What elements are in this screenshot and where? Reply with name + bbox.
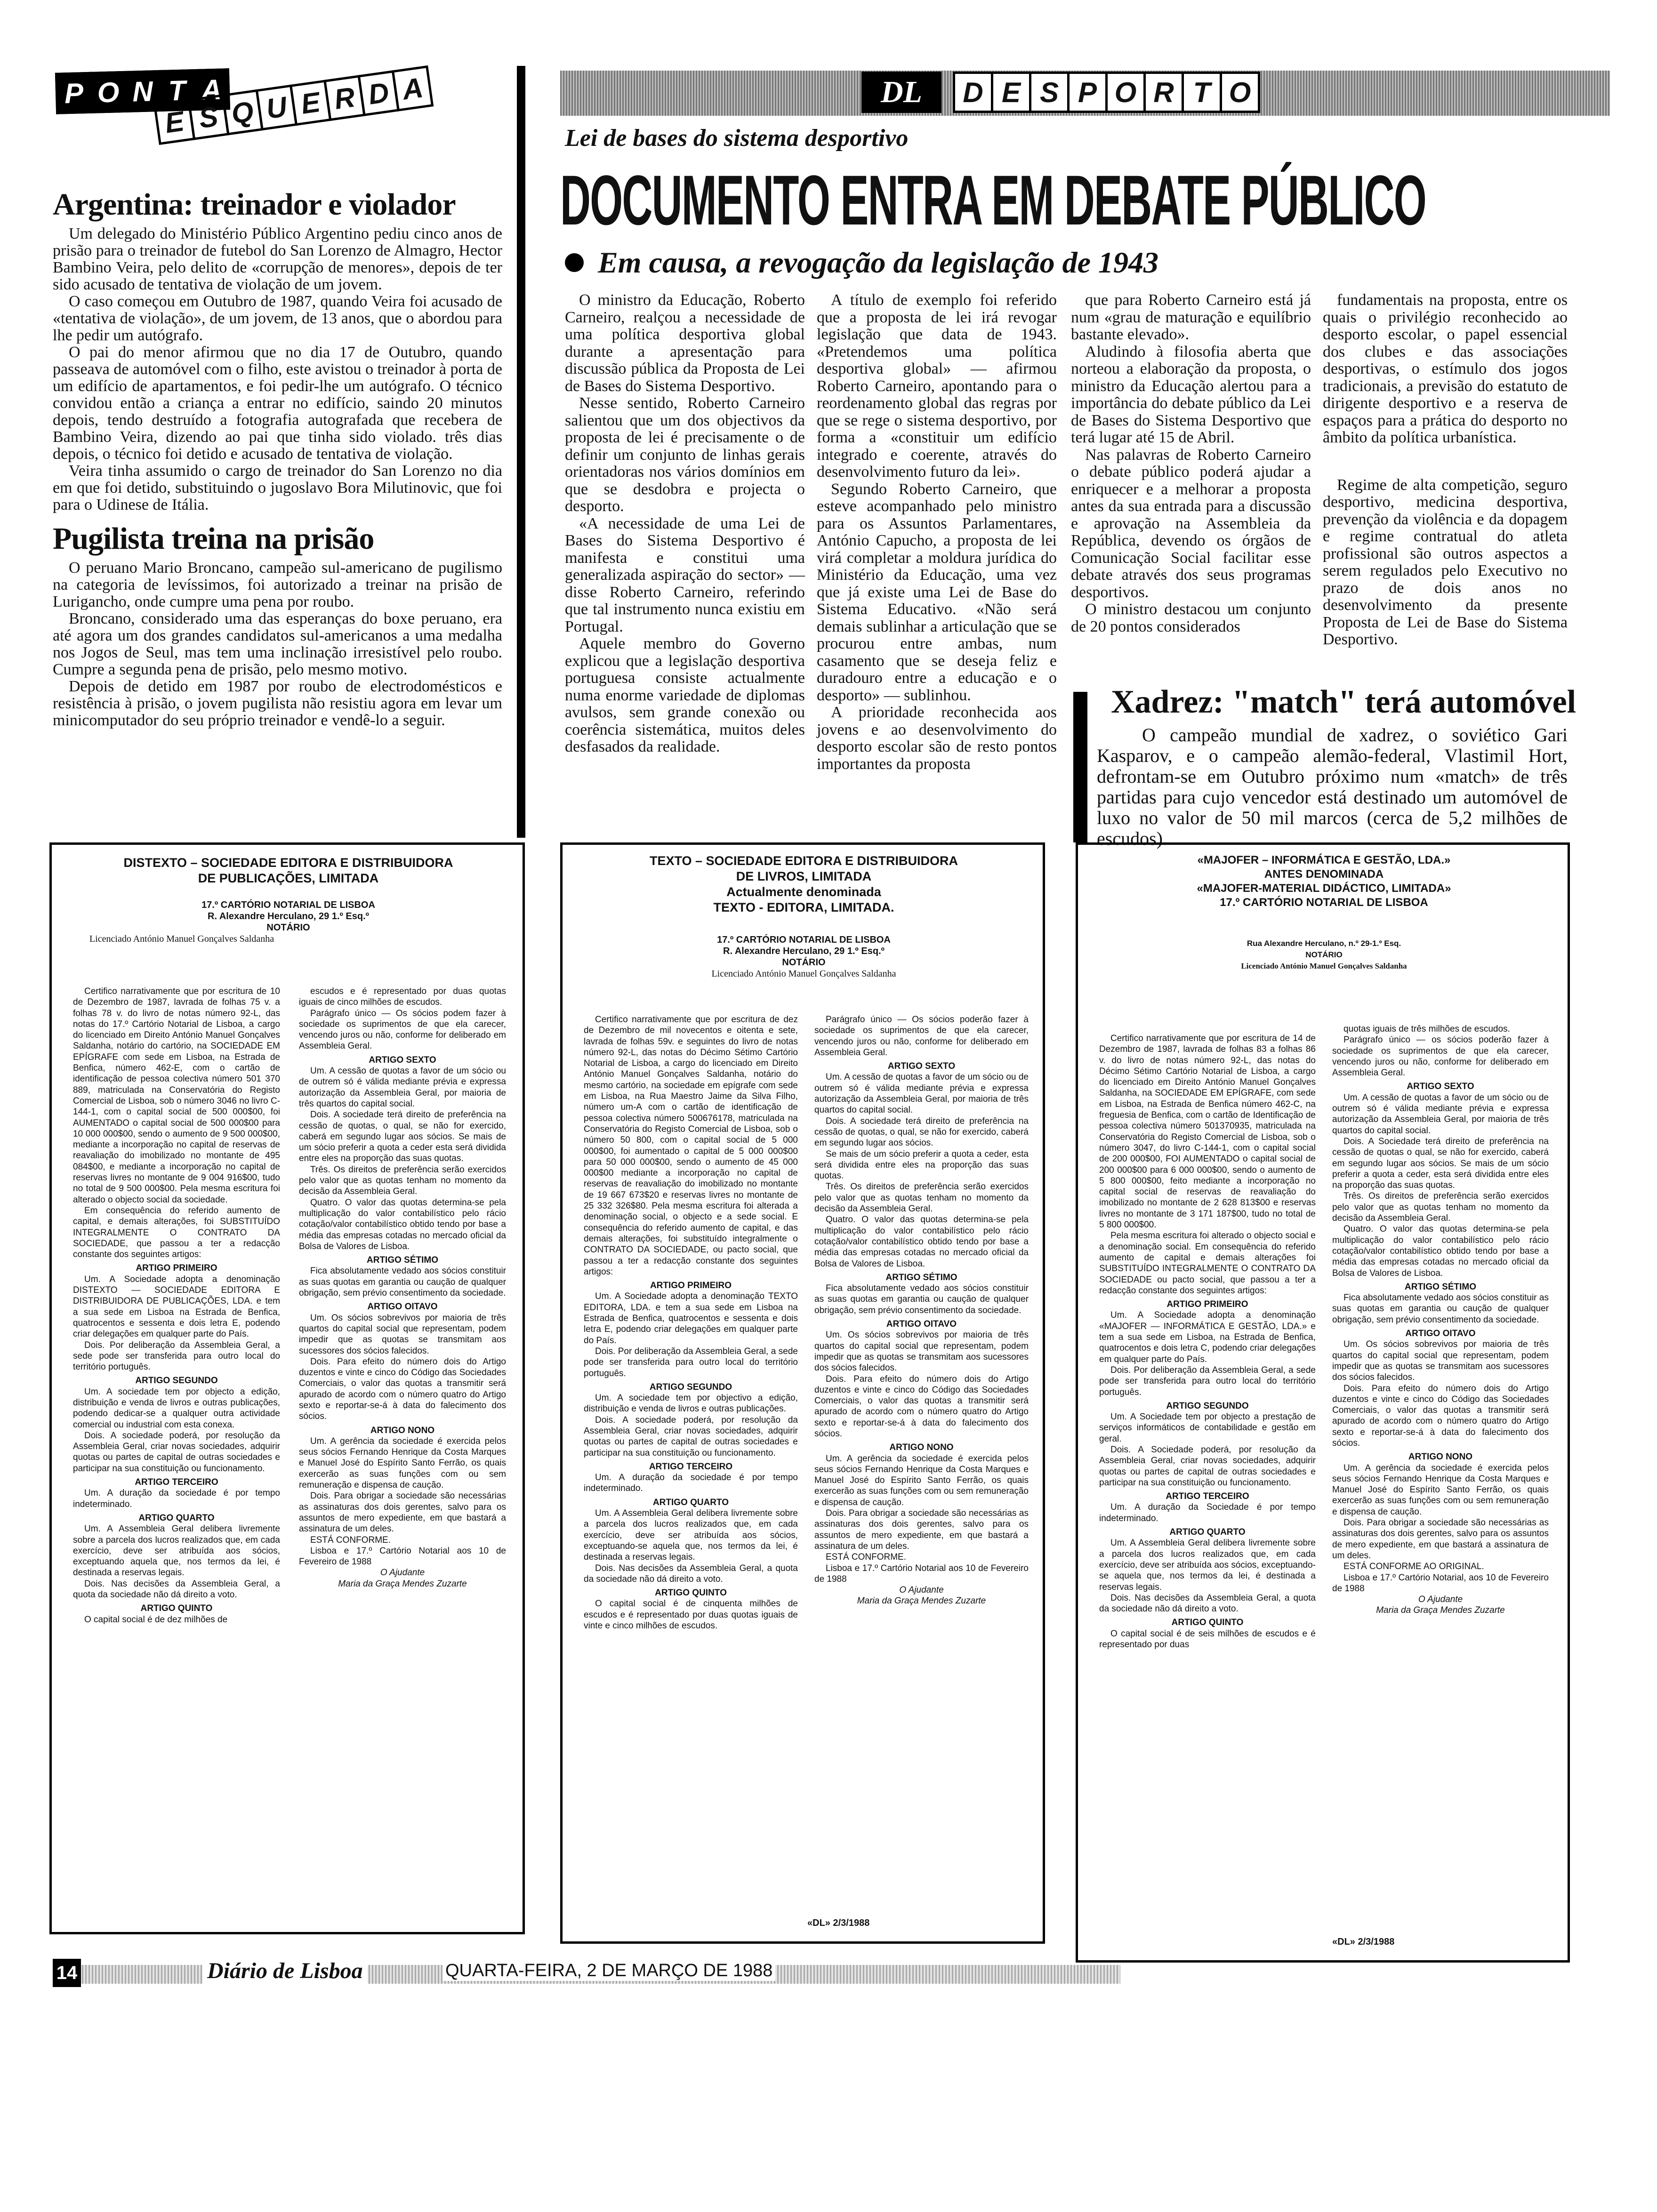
logo-letter: E: [290, 80, 331, 126]
legal-notice-majofer: [1076, 842, 1570, 1963]
notary-label: NOTÁRIO: [1305, 950, 1343, 959]
notary-office: 17.º CARTÓRIO NOTARIAL DE LISBOA: [201, 900, 375, 910]
notice-paragraph: Quatro. O valor das quotas determina-se pela multiplicação do valor contabilístico pelo rácio cotação/valor contabilístico obtido tendo por base a média das empresas cotadas no mercado oficial da Bolsa de Valores de Lisboa.: [814, 1215, 1029, 1269]
story-kicker: Lei de bases do sistema desportivo: [565, 125, 909, 152]
notice-paragraph: Dois. Para obrigar a sociedade são necessárias as assinaturas dos dois gerentes, salvo para os assuntos de mero expediente, em que bastará a assinatura de um deles.: [814, 1508, 1029, 1551]
notice-paragraph: Um. A Sociedade adopta a denominação «MAJOFER — INFORMÁTICA E GESTÃO, LDA.» e tem a sua sede em Lisboa, na Estrada de Benfica, quatrocentos e dois letra C, podendo criar delegações em qualquer parte do País.: [1099, 1310, 1316, 1364]
notice-header: [1087, 853, 1560, 972]
notice-paragraph: Fica absolutamente vedado aos sócios constituir as suas quotas em garantia ou caução de qualquer obrigação, sem prévio consentimento da sociedade.: [299, 1266, 506, 1298]
notice-paragraph: Certifico narrativamente que por escritura de dez de Dezembro de mil novecentos e oitenta e sete, lavrada de folhas 59v. e seguintes do livro de notas número 92-L, das notas do Décimo Sétimo Cartório Notarial de Lisboa, a cargo do licenciado em Direito António Manuel Gonçalves Saldanha, notário do mesmo cartório, na sociedade em epígrafe com sede em Lisboa, na Rua Maestro Jaime da Silva Filho, número um-A com o cartão de identificação de pessoa colectiva número 500676178, matriculada na Conservatória do Registo Comercial de Lisboa, sob o número 50 800, com o capital social de 5 000 000$00, foi aumentado o capital de 5 000 000$00 para 50 000 000$00, sendo o aumento de 45 000 000$00 mediante a incorporação no capital de reservas de reavaliação do imobilizado no montante de 19 667 673$20 e reservas livres no montante de 25 332 326$80. Pela mesma escritura foi alterada a denominação social, o objecto e a sede social. E consequência do referido aumento de capital, e das demais alterações, foi substituído integralmente o CONTRATO DA SOCIEDADE, ou pacto social, que passou a ter a redacção constante dos seguintes artigos:: [584, 1015, 798, 1277]
notice-paragraph: Um. Os sócios sobrevivos por maioria de três quartos do capital social que representam, podem impedir que as quotas se transmitam aos sucessores dos sócios falecidos.: [814, 1330, 1029, 1373]
article-heading: ARTIGO PRIMEIRO: [136, 1263, 217, 1274]
notice-paragraph: Lisboa e 17.º Cartório Notarial aos 10 de Fevereiro de 1988: [299, 1546, 506, 1567]
notice-paragraph: Dois. Nas decisões da Assembleia Geral, a quota da sociedade não dá direito a voto.: [73, 1579, 280, 1600]
notice-paragraph: Dois. A sociedade poderá, por resolução da Assembleia Geral, criar novas sociedades, adquirir quotas ou partes de capital de outras sociedades e participar na sua constituição ou funcionamento.: [584, 1415, 798, 1458]
article-heading: ARTIGO QUARTO: [652, 1497, 729, 1507]
paragraph: Regime de alta competição, seguro desportivo, medicina desportiva, prevenção da violência e da dopagem e regime contratual do atleta profissional são outros aspectos a serem regulados pelo Executivo no prazo de dois anos no desenvolvimento da presente Proposta de Lei de Base do Sistema Desportivo.: [1323, 476, 1568, 648]
logo-letter: A: [193, 68, 230, 111]
logo-letter: A: [392, 65, 434, 112]
legal-notice-distexto: [49, 842, 525, 1934]
logo-letter: P: [55, 72, 93, 114]
notice-paragraph: Pela mesma escritura foi alterado o objecto social e a denominação social. Em consequência do referido aumento de capital e demais alterações foi SUBSTITUÍDO INTEGRALMENTE O CONTRATO DA SOCIEDADE ou pacto social, que passou a ter a redacção constante dos seguintes artigos:: [1099, 1231, 1316, 1296]
notice-paragraph: Um. A cessão de quotas a favor de um sócio ou de outrem só é válida mediante prévia e expressa autorização da Assembleia Geral, por maioria de três quartos do capital social.: [299, 1066, 506, 1109]
paragraph: Segundo Roberto Carneiro, que esteve acompanhado pelo ministro para os Assuntos Parlamentares, António Capucho, a proposta de lei virá completar a moldura jurídica do Ministério da Educação, uma vez que já existe uma Lei de Base do Sistema Educativo. «Não será demais sublinhar a articulação que se procurou entre ambas, num casamento que se deseja feliz e duradouro entre a educação e o desporto» — sublinhou.: [817, 480, 1057, 704]
notice-paragraph: Três. Os direitos de preferência serão exercidos pelo valor que as quotas tenham no momento da decisão da Assembleia Geral.: [299, 1164, 506, 1197]
paragraph: O campeão mundial de xadrez, o soviético Gari Kasparov, e o campeão alemão-federal, Vlastimil Hort, defrontam-se em Outubro próximo num «match» de três partidas para cujo vencedor está destinado um automóvel de luxo no valor de 50 mil marcos (cerca de 5,2 milhões de escudos).: [1097, 724, 1568, 849]
notice-title: TEXTO – SOCIEDADE EDITORA E DISTRIBUIDORA: [649, 854, 958, 868]
notice-paragraph: Dois. Para efeito do número dois do Artigo duzentos e vinte e cinco do Código das Sociedades Comerciais, o valor das quotas a transmitir será apurado de acordo com o número quatro do Artigo sexto e reportar-se-á à data do falecimento dos sócios.: [814, 1374, 1029, 1439]
logo-letter: S: [187, 94, 229, 140]
notary-office: 17.º CARTÓRIO NOTARIAL DE LISBOA: [717, 935, 891, 945]
article-heading: ARTIGO SEGUNDO: [135, 1376, 218, 1386]
logo-letter: O: [89, 71, 127, 113]
notice-paragraph: Dois. Por deliberação da Assembleia Geral, a sede pode ser transferida para outro local do território português.: [1099, 1365, 1316, 1397]
notice-paragraph: Fica absolutamente vedado aos sócios constituir as suas quotas em garantia ou caução de qualquer obrigação, sem prévio consentimento da sociedade.: [1332, 1293, 1549, 1325]
paragraph: O peruano Mario Broncano, campeão sul-americano de pugilismo na categoria de levíssimos, foi autorizado a treinar na prisão de Lurigancho, onde cumpre uma pena por roubo.: [53, 559, 502, 610]
notice-paragraph: O capital social é de cinquenta milhões de escudos e é representado por duas quotas iguais de vinte e cinco milhões de escudos.: [584, 1599, 798, 1631]
paragraph: O ministro da Educação, Roberto Carneiro, realçou a necessidade de uma política desportiva global durante a apresentação para discussão pública da Proposta de Lei de Bases do Sistema Desportivo.: [565, 291, 805, 395]
section-letter: E: [991, 72, 1031, 113]
notice-paragraph: Um. A sociedade tem por objecto a edição, distribuição e venda de livros e outras publicações, podendo dedicar-se a qualquer outra actividade comercial ou industrial com esta conexa.: [73, 1387, 280, 1430]
signature-line: O Ajudante: [380, 1568, 425, 1578]
notice-paragraph: Dois. A Sociedade poderá, por resolução da Assembleia Geral, criar novas sociedades, adquirir quotas ou partes de capital de outras sociedades e participar na sua constituição ou funcionamento.: [1099, 1444, 1316, 1488]
article-heading: ARTIGO QUINTO: [1171, 1618, 1244, 1628]
notary-licensee: Licenciado António Manuel Gonçalves Saldanha: [711, 969, 896, 979]
masthead: Diário de Lisboa: [202, 1958, 368, 1984]
notice-paragraph: Lisboa e 17.º Cartório Notarial aos 10 de Fevereiro de 1988: [814, 1563, 1029, 1584]
signature-line: O Ajudante: [1418, 1595, 1463, 1605]
article-heading: ARTIGO NONO: [1408, 1452, 1473, 1462]
chess-article: [1097, 725, 1568, 849]
article-argentina: [53, 225, 502, 513]
signature-line: O Ajudante: [899, 1585, 944, 1595]
notice-paragraph: Fica absolutamente vedado aos sócios constituir as suas quotas em garantia ou caução de qualquer obrigação, sem prévio consentimento da sociedade.: [814, 1283, 1029, 1315]
section-letter: D: [953, 72, 993, 113]
article-heading: ARTIGO QUARTO: [1169, 1527, 1246, 1538]
chess-headline: Xadrez: "match" terá automóvel: [1111, 684, 1577, 720]
notice-title: ANTES DENOMINADA: [1264, 868, 1384, 881]
article-heading: ARTIGO PRIMEIRO: [1166, 1299, 1248, 1310]
article-heading: ARTIGO SEXTO: [369, 1055, 436, 1065]
paragraph: que para Roberto Carneiro está já num «grau de maturação e equilíbrio bastante elevado».: [1071, 291, 1311, 343]
notice-paragraph: Um. A gerência da sociedade é exercida pelos seus sócios Fernando Henrique da Costa Marques e Manuel José do Espírito Santo Ferrão, os quais exercerão as suas funções com ou sem remuneração e dispensa de caução.: [1332, 1463, 1549, 1517]
notice-paragraph: Um. A cessão de quotas a favor de um sócio ou de outrem só é válida mediante prévia e expressa autorização da Assembleia Geral, por maioria de três quartos do capital social.: [814, 1072, 1029, 1115]
notice-paragraph: Parágrafo único — os sócios poderão fazer à sociedade os suprimentos de que ela carecer, vencendo juros ou não, conforme for deliberado em Assembleia Geral.: [1332, 1035, 1549, 1078]
article-heading: ARTIGO SÉTIMO: [885, 1272, 957, 1282]
issue-date: QUARTA-FEIRA, 2 DE MARÇO DE 1988: [442, 1961, 775, 1981]
notice-title: Actualmente denominada: [726, 885, 881, 899]
notice-title: «MAJOFER – INFORMÁTICA E GESTÃO, LDA.»: [1197, 854, 1451, 866]
paragraph: «A necessidade de uma Lei de Bases do Sistema Desportivo é manifesta e constitui uma generalizada aspiração do sector» — disse Roberto Carneiro, referindo que tal instrumento nunca existiu em Portugal.: [565, 514, 805, 635]
signature-line: Maria da Graça Mendes Zuzarte: [338, 1579, 467, 1589]
notice-title: DE PUBLICAÇÕES, LIMITADA: [198, 871, 379, 885]
notice-paragraph: O capital social é de seis milhões de escudos e é representado por duas: [1099, 1628, 1316, 1650]
notice-paragraph: Dois. Por deliberação da Assembleia Geral, a sede pode ser transferida para outro local do território português.: [73, 1340, 280, 1372]
story-headline: [560, 160, 1610, 245]
article-heading: ARTIGO NONO: [370, 1425, 435, 1435]
notice-paragraph: Se mais de um sócio preferir a quota a ceder, esta será dividida entre eles na proporção das suas quotas.: [814, 1149, 1029, 1181]
notice-col-b: [1332, 1024, 1549, 1616]
notice-paragraph: Em consequência do referido aumento de capital, e demais alterações, foi SUBSTITUÍDO INTEGRALMENTE O CONTRATO DA SOCIEDADE, que passou a ter a redacção constante dos seguintes artigos:: [73, 1205, 280, 1260]
notice-col-b: [814, 1014, 1029, 1607]
notice-paragraph: Certifico narrativamente que por escritura de 10 de Dezembro de 1987, lavrada de folhas 75 v. a folhas 78 v. do livro de notas número 92-L, das notas do 17.º Cartório Notarial de Lisboa, a cargo do licenciado em Direito António Manuel Gonçalves Saldanha, notário do cartório, na SOCIEDADE EM EPÍGRAFE com sede em Lisboa, na Estrada de Benfica, número 462-E, com o cartão de identificação de pessoa colectiva número 501 370 889, matriculada na Conservatória do Registo Comercial de Lisboa, sob o número 3046 no livro C-144-1, com o capital social de 500 000$00, foi AUMENTADO o capital social de 500 000$00 para 10 000 000$00, sendo o aumento de 9 500 000$00, mediante a incorporação no capital de reservas de reavaliação do imobilizado no montante de 495 084$00, e mediante a incorporação no capital de reservas livres no montante de 9 004 916$00, tudo no total de 9 500 000$00. Pela mesma escritura foi alterado o objecto social da sociedade.: [73, 986, 280, 1205]
notice-paragraph: Um. A Assembleia Geral delibera livremente sobre a parcela dos lucros realizados que, em cada exercício, deve ser atribuída aos sócios, exceptuando-se aquela que, nos termos da lei, é destinada a reservas legais.: [1099, 1538, 1316, 1592]
notice-paragraph: ESTÁ CONFORME AO ORIGINAL.: [1343, 1562, 1484, 1572]
notary-address: R. Alexandre Herculano, 29 1.º Esq.º: [208, 911, 369, 922]
paragraph: O caso começou em Outubro de 1987, quando Veira foi acusado de «tentativa de violação», de um jovem, de 13 anos, que o abordou para lhe pedir um autógrafo.: [53, 293, 502, 344]
notice-paragraph: Dois. Para efeito do número dois do Artigo duzentos e vinte e cinco do Código das Sociedades Comerciais, o valor das quotas a transmitir será apurado de acordo com o número quatro do Artigo sexto e reportar-se-á à data do falecimento dos sócios.: [299, 1356, 506, 1422]
notice-title: «MAJOFER-MATERIAL DIDÁCTICO, LIMITADA»: [1197, 882, 1451, 895]
section-letter: R: [1143, 72, 1184, 113]
article-heading: ARTIGO QUARTO: [138, 1513, 215, 1523]
notice-paragraph: quotas iguais de três milhões de escudos.: [1343, 1024, 1510, 1034]
notice-col-a: [584, 1014, 798, 1631]
article-heading: ARTIGO OITAVO: [367, 1302, 438, 1312]
notice-title: DE LIVROS, LIMITADA: [736, 869, 872, 883]
notice-paragraph: Um. A gerência da sociedade é exercida pelos seus sócios Fernando Henrique da Costa Marques e Manuel José do Espírito Santo Ferrão, os quais exercerão as suas funções com ou sem remuneração e dispensa de caução.: [299, 1436, 506, 1491]
notice-paragraph: Um. A duração da sociedade é por tempo indeterminado.: [584, 1473, 798, 1494]
notary-address: R. Alexandre Herculano, 29 1.º Esq.º: [723, 946, 885, 956]
notice-header: [61, 855, 515, 945]
notice-paragraph: Quatro. O valor das quotas determina-se pela multiplicação do valor contabilístico pelo rácio cotação/valor contabilístico obtido tendo por base a média das empresas cotadas no mercado oficial da Bolsa de Valores de Lisboa.: [1332, 1224, 1549, 1278]
article-heading: ARTIGO SEXTO: [1407, 1082, 1474, 1092]
notice-paragraph: Um. A Assembleia Geral delibera livremente sobre a parcela dos lucros realizados que, em cada exercício, deve ser atribuída aos sócios, exceptuando aquela que, nos termos da lei, é destinada a reservas legais.: [73, 1524, 280, 1578]
notice-paragraph: Parágrafo único — Os sócios podem fazer à sociedade os suprimentos de que ela carecer, vencendo juros ou não, conforme for deliberado em Assembleia Geral.: [299, 1008, 506, 1051]
signature-line: Maria da Graça Mendes Zuzarte: [857, 1596, 986, 1606]
notice-title: TEXTO - EDITORA, LIMITADA.: [713, 900, 894, 914]
notice-paragraph: ESTÁ CONFORME.: [310, 1535, 391, 1545]
notice-paragraph: Um. A Assembleia Geral delibera livremente sobre a parcela dos lucros realizados que, em cada exercício, deve ser atribuída aos sócios, exceptuando-se aquela que, nos termos da lei, é destinada a reservas legais.: [584, 1508, 798, 1563]
paragraph: Veira tinha assumido o cargo de treinador do San Lorenzo no dia em que foi detido, substituindo o jugoslavo Bora Milutinovic, que foi para o Udinese de Itália.: [53, 462, 502, 513]
page-number: 14: [53, 1959, 81, 1987]
notice-paragraph: Dois. Para obrigar a sociedade são necessárias as assinaturas dos dois gerentes, salvo para os assuntos de mero expediente, em que bastará a assinatura de um deles.: [1332, 1518, 1549, 1561]
paragraph: Aludindo à filosofia aberta que norteou a elaboração da proposta, o ministro da Educação alertou para a importância do debate público da Lei de Bases do Sistema Desportivo que terá lugar até 15 de Abril.: [1071, 343, 1311, 446]
story-col-1: [565, 292, 805, 756]
article-heading: ARTIGO SEGUNDO: [1166, 1401, 1249, 1411]
notice-title: 17.º CARTÓRIO NOTARIAL DE LISBOA: [1220, 896, 1428, 909]
logo-letter: D: [357, 70, 399, 116]
logo-letter: T: [158, 69, 196, 112]
bullet-icon: [565, 253, 584, 272]
logo-letter: R: [323, 75, 365, 121]
article-heading: ARTIGO NONO: [889, 1443, 954, 1453]
notice-col-a: [73, 986, 280, 1625]
legal-notice-texto: [560, 842, 1045, 1944]
notice-paragraph: Dois. Para efeito do número dois do Artigo duzentos e vinte e cinco do Código das Sociedades Comerciais, o valor das quotas a transmitir será apurado de acordo com o número quatro do Artigo sexto e reportar-se-á à data do falecimento dos sócios.: [1332, 1383, 1549, 1448]
paragraph: Nas palavras de Roberto Carneiro o debate público poderá ajudar a enriquecer e a melhorar a proposta antes da sua entrada para a discussão e aprovação na Assembleia da República, devendo os órgãos de Comunicação Social facilitar esse debate através dos seus programas desportivos.: [1071, 446, 1311, 601]
notice-stamp: «DL» 2/3/1988: [807, 1918, 870, 1928]
notice-paragraph: Lisboa e 17.º Cartório Notarial, aos 10 de Fevereiro de 1988: [1332, 1572, 1549, 1594]
article-heading: ARTIGO SEXTO: [887, 1061, 956, 1072]
notary-label: NOTÁRIO: [266, 922, 310, 933]
notice-paragraph: Dois. Nas decisões da Assembleia Geral, a quota da sociedade não dá direito a voto.: [584, 1563, 798, 1584]
notice-paragraph: Três. Os direitos de preferência serão exercidos pelo valor que as quotas tenham no momento da decisão da Assembleia Geral.: [814, 1182, 1029, 1214]
article-heading: ARTIGO OITAVO: [1405, 1329, 1476, 1339]
article-heading: ARTIGO SEGUNDO: [649, 1382, 732, 1392]
logo-letter: N: [124, 70, 161, 112]
story-col-4: [1323, 292, 1568, 649]
notice-paragraph: Dois. Por deliberação da Assembleia Geral, a sede pode ser transferida para outro local do território português.: [584, 1346, 798, 1378]
dl-logo: DL: [861, 72, 941, 113]
headline-argentina: Argentina: treinador e violador: [53, 187, 456, 222]
story-subheadline: [565, 245, 1158, 281]
paragraph: A prioridade reconhecida aos jovens e ao desenvolvimento do desporto escolar são de resto pontos importantes da proposta: [817, 704, 1057, 773]
section-letter: S: [1029, 72, 1070, 113]
article-heading: ARTIGO TERCEIRO: [1166, 1491, 1249, 1502]
notice-paragraph: escudos e é representado por duas quotas iguais de cinco milhões de escudos.: [299, 986, 506, 1008]
notice-title: DISTEXTO – SOCIEDADE EDITORA E DISTRIBUIDORA: [123, 856, 453, 870]
notice-col-b: [299, 986, 506, 1589]
notice-paragraph: Três. Os direitos de preferência serão exercidos pelo valor que as quotas tenham no momento da decisão da Assembleia Geral.: [1332, 1191, 1549, 1224]
notary-label: NOTÁRIO: [782, 957, 826, 968]
paragraph: O ministro destacou um conjunto de 20 pontos considerados: [1071, 601, 1311, 635]
notice-paragraph: Dois. Para obrigar a sociedade são necessárias as assinaturas dos dois gerentes, salvo para os assuntos de mero expediente, em que bastará a assinatura de um deles.: [299, 1491, 506, 1534]
paragraph: Aquele membro do Governo explicou que a legislação desportiva portuguesa consiste actualmente numa enorme variedade de diplomas avulsos, sem grande conexão ou coerência sistemática, muitos deles desfasados da realidade.: [565, 635, 805, 755]
section-letter: P: [1067, 72, 1108, 113]
article-heading: ARTIGO QUINTO: [140, 1603, 213, 1614]
notice-paragraph: Um. A duração da Sociedade é por tempo indeterminado.: [1099, 1502, 1316, 1523]
subheadline-text: Em causa, a revogação da legislação de 1943: [598, 246, 1158, 279]
section-letter: O: [1105, 72, 1146, 113]
paragraph: Nesse sentido, Roberto Carneiro salientou que um dos objectivos da proposta de lei é precisamente o de definir um conjunto de linhas gerais orientadoras nos vários domínios em que se desdobra e projecta o desporto.: [565, 394, 805, 515]
paragraph: A título de exemplo foi referido que a proposta de lei irá revogar legislação que data de 1943. «Pretendemos uma política desportiva global» — afirmou Roberto Carneiro, apontando para o reordenamento global das regras por que se rege o sistema desportivo, por forma a «constituir um edifício integrado e coerente, através do desenvolvimento futuro da lei».: [817, 291, 1057, 481]
notary-address: Rua Alexandre Herculano, n.º 29-1.º Esq.: [1247, 939, 1401, 948]
section-letter: T: [1182, 72, 1222, 113]
notice-paragraph: Dois. A sociedade poderá, por resolução da Assembleia Geral, criar novas sociedades, adquirir quotas ou partes de capital de outras sociedades e participar na sua constituição ou funcionamento.: [73, 1430, 280, 1474]
logo-letter: U: [256, 85, 298, 131]
article-heading: ARTIGO TERCEIRO: [135, 1477, 218, 1488]
paragraph: O pai do menor afirmou que no dia 17 de Outubro, quando passeava de automóvel com o filho, este avistou o treinador à porta de um edifício de apartamentos, e foi pedir-lhe um autógrafo. O técnico convidou então a criança a entrar no edifício, saindo 20 minutos depois, tendo destruído a fotografia autografada que recebera de Bambino Veira, dizendo ao pai que tinha sido violado. três dias depois, o técnico foi detido e acusado de tentativa de violação.: [53, 344, 502, 463]
notice-paragraph: Quatro. O valor das quotas determina-se pela multiplicação do valor contabilístico pelo rácio cotação/valor contabilístico obtido tendo por base a média das empresas cotadas no mercado oficial da Bolsa de Valores de Lisboa.: [299, 1197, 506, 1251]
notary-licensee: Licenciado António Manuel Gonçalves Saldanha: [1241, 962, 1407, 970]
article-heading: ARTIGO SÉTIMO: [367, 1255, 438, 1266]
paragraph: fundamentais na proposta, entre os quais o privilégio reconhecido ao desporto escolar, o papel essencial dos clubes e das associações desportivas, o estímulo dos jogos tradicionais, a previsão do estatuto de dirigente desportivo e a reserva de espaços para a prática do desporto no âmbito da política urbanística.: [1323, 291, 1568, 446]
notice-paragraph: Dois. A sociedade terá direito de preferência na cessão de quotas, o qual, se não for exercido, caberá em segundo lugar aos sócios. Se mais de um sócio preferir a quota a ceder esta será dividida entre eles na proporção das suas quotas.: [299, 1110, 506, 1164]
logo-letter: E: [153, 99, 195, 145]
notice-paragraph: Um. A sociedade tem por objectivo a edição, distribuição e venda de livros e outras publicações.: [584, 1393, 798, 1414]
chess-marker: [1073, 692, 1087, 842]
notice-paragraph: Um. A cessão de quotas a favor de um sócio ou de outrem só é válida mediante prévia e expressa autorização da Assembleia Geral, por maioria de três quartos do capital social.: [1332, 1092, 1549, 1136]
notary-licensee: Licenciado António Manuel Gonçalves Saldanha: [89, 934, 274, 944]
left-column: [53, 186, 502, 729]
notice-paragraph: Um. Os sócios sobrevivos por maioria de três quartos do capital social que representam, podem impedir que as quotas se transmitam aos sucessores dos sócios falecidos.: [299, 1313, 506, 1356]
section-name: [953, 72, 1258, 113]
story-col-3: [1071, 292, 1311, 635]
paragraph: Broncano, considerado uma das esperanças do boxe peruano, era até agora um dos grandes candidatos sul-americanos a uma medalha nos Jogos de Seul, mas tem uma inclinação irresistível pelo roubo. Cumpre a segunda pena de prisão, pelo mesmo motivo.: [53, 610, 502, 678]
notice-col-a: [1099, 1033, 1316, 1650]
notice-paragraph: Um. A Sociedade tem por objecto a prestação de serviços informáticos de contabilidade e gestão em geral.: [1099, 1412, 1316, 1444]
article-heading: ARTIGO QUINTO: [655, 1588, 727, 1598]
notice-paragraph: O capital social é de dez milhões de: [84, 1614, 228, 1625]
notice-paragraph: Certifico narrativamente que por escritura de 14 de Dezembro de 1987, lavrada de folhas 83 a folhas 86 v. do livro de notas número 92-L, das notas do Décimo Sétimo Cartório Notarial de Lisboa, a cargo do licenciado em Direito António Manuel Gonçalves Saldanha, na SOCIEDADE EM EPÍGRAFE, com sede em Lisboa, na Estrada de Benfica número 462-C, na freguesia de Benfica, com o cartão de Identificação de pessoa colectiva número 501370935, matriculada na Conservatória do Registo Comercial de Lisboa, sob o número 3047, do livro C-144-1, com o capital social de 200 000$00, FOI AUMENTADO o capital social de 200 000$00 para 6 000 000$00, sendo o aumento de 5 800 000$00, feito mediante a incorporação no capital social de reservas de reavaliação do imobilizado no montante de 2 628 813$00 e reservas livres no montante de 3 171 187$00, tudo no total de 5 800 000$00.: [1099, 1034, 1316, 1230]
notice-paragraph: Dois. Nas decisões da Assembleia Geral, a quota da sociedade não dá direito a voto.: [1099, 1593, 1316, 1614]
notice-paragraph: Um. A duração da sociedade é por tempo indeterminado.: [73, 1488, 280, 1509]
article-heading: ARTIGO TERCEIRO: [649, 1461, 733, 1472]
notice-header: [572, 853, 1036, 979]
headline-pugilista: Pugilista treina na prisão: [53, 521, 374, 556]
notice-paragraph: Um. A Sociedade adopta a denominação DISTEXTO — SOCIEDADE EDITORA E DISTRIBUIDORA DE PUBLICAÇÕES, LDA. e tem a sua sede em Lisboa na Estrada de Benfica, quatrocentos e sessenta e dois letra E, podendo criar delegações em qualquer parte do País.: [73, 1274, 280, 1339]
article-heading: ARTIGO SÉTIMO: [1405, 1282, 1476, 1292]
story-col-2: [817, 292, 1057, 773]
section-header: [861, 72, 1258, 113]
notice-paragraph: Um. Os sócios sobrevivos por maioria de três quartos do capital social que representam, podem impedir que as quotas se transmitam aos sucessores dos sócios falecidos.: [1332, 1339, 1549, 1383]
notice-paragraph: Parágrafo único — Os sócios poderão fazer à sociedade os suprimentos de que ela carecer, vencendo juros ou não, conforme for deliberado em Assembleia Geral.: [814, 1015, 1029, 1058]
logo-letter: Q: [221, 89, 263, 136]
story-headline-text: DOCUMENTO ENTRA EM DEBATE PÚBLICO: [560, 160, 1426, 240]
column-divider: [517, 66, 525, 838]
notice-paragraph: Um. A Sociedade adopta a denominação TEXTO EDITORA, LDA. e tem a sua sede em Lisboa na Estrada de Benfica, quatrocentos e sessenta e dois letra E, podendo criar delegações em qualquer parte do País.: [584, 1291, 798, 1346]
notice-paragraph: ESTÁ CONFORME.: [826, 1552, 907, 1563]
article-heading: ARTIGO OITAVO: [886, 1319, 957, 1330]
signature-line: Maria da Graça Mendes Zuzarte: [1376, 1605, 1505, 1616]
notice-paragraph: Dois. A Sociedade terá direito de preferência na cessão de quotas o qual, se não for exercido, caberá em segundo lugar aos sócios. Se mais de um sócio preferir a quota a ceder, esta será dividida entre eles na proporção das suas quotas.: [1332, 1136, 1549, 1191]
section-letter: O: [1220, 72, 1260, 113]
article-heading: ARTIGO PRIMEIRO: [650, 1281, 732, 1291]
notice-paragraph: Um. A gerência da sociedade é exercida pelos seus sócios Fernando Henrique da Costa Marques e Manuel José do Espírito Santo Ferrão, os quais exercerão as suas funções com ou sem remuneração e dispensa de caução.: [814, 1453, 1029, 1507]
paragraph: Depois de detido em 1987 por roubo de electrodomésticos e resistência à prisão, o jovem pugilista não resistiu agora em levar um minicomputador do seu próprio treinador e vendê-lo a seguir.: [53, 678, 502, 729]
paragraph: Um delegado do Ministério Público Argentino pediu cinco anos de prisão para o treinador de futebol do San Lorenzo de Almagro, Hector Bambino Veira, pelo delito de «corrupção de menores», depois de ter sido acusado de tentativa de violação de um jovem.: [53, 225, 502, 293]
notice-stamp: «DL» 2/3/1988: [1332, 1937, 1395, 1947]
article-pugilista: [53, 560, 502, 729]
notice-paragraph: Dois. A sociedade terá direito de preferência na cessão de quotas, o qual, se não for exercido, caberá em segundo lugar aos sócios.: [814, 1116, 1029, 1148]
ponta-esquerda-logo: [56, 71, 470, 193]
